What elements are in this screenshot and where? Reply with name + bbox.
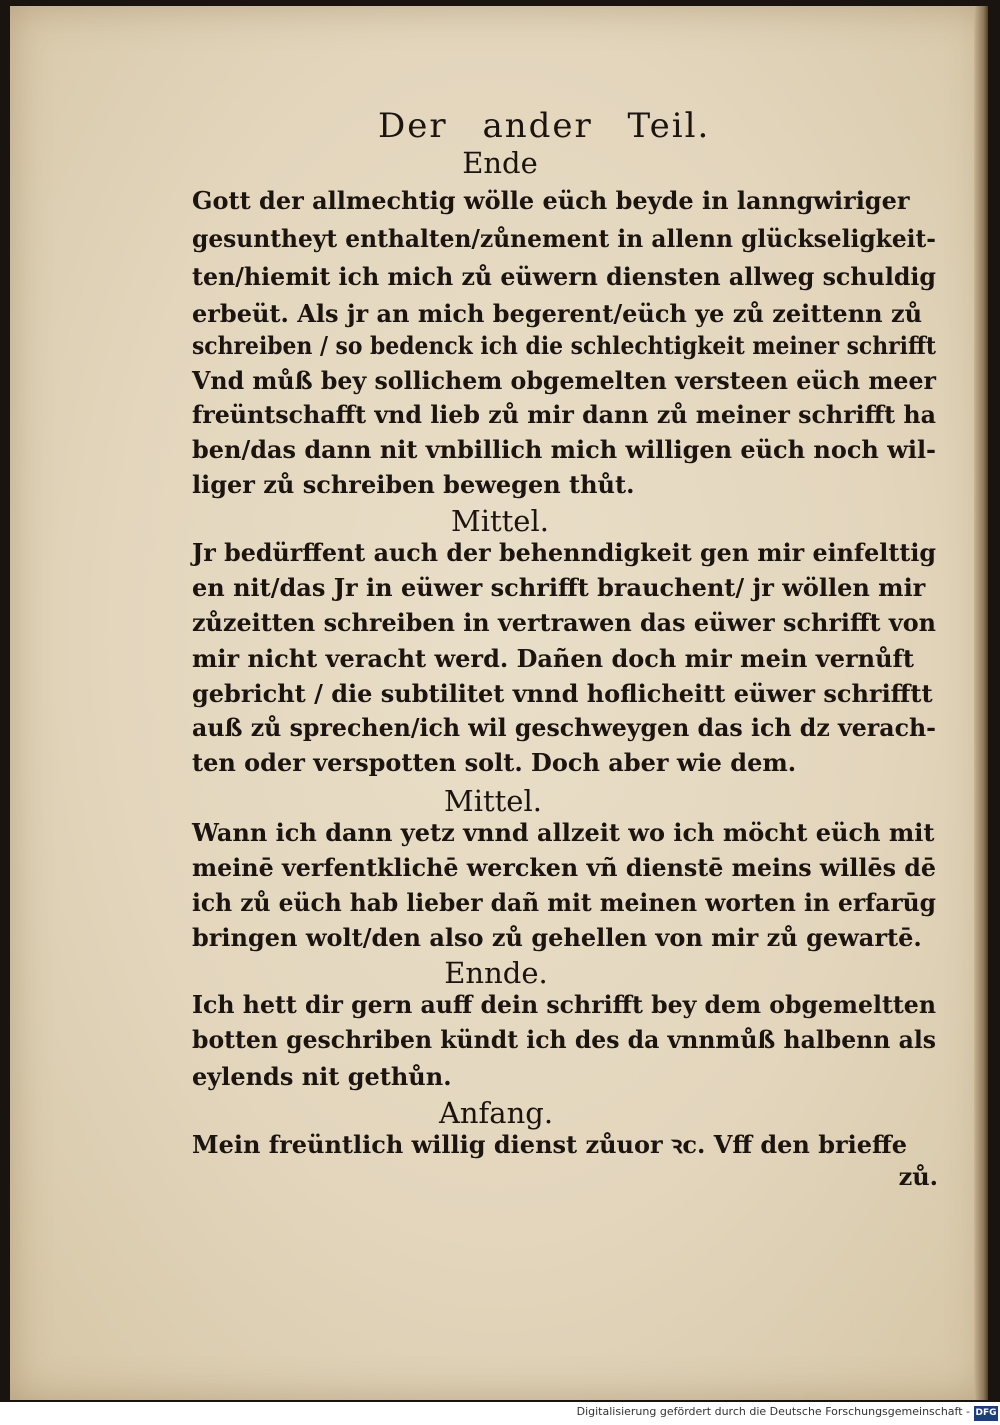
- text-line: zůzeitten schreiben in vertrawen das eüwer schrifft von: [192, 608, 936, 637]
- section-heading-ende: Ende: [462, 146, 538, 180]
- text-line: ich zů eüch hab lieber dañ mit meinen worten in erfarūg: [192, 888, 936, 917]
- section-heading-mittel-2: Mittel.: [444, 784, 542, 818]
- text-line: ten oder verspotten solt. Doch aber wie dem.: [192, 748, 797, 777]
- text-line: meinē verfentklichē wercken vñ dienstē meins willēs dē: [192, 853, 936, 882]
- text-line: botten geschriben kündt ich des da vnnmůß halbenn als: [192, 1025, 936, 1054]
- section-heading-anfang: Anfang.: [438, 1096, 554, 1130]
- text-line: erbeüt. Als jr an mich begerent/eüch ye zů zeittenn zů: [192, 299, 923, 328]
- text-line: Vnd můß bey sollichem obgemelten versteen eüch meer: [192, 366, 936, 395]
- text-line: Ich hett dir gern auff dein schrifft bey dem obgemeltten: [192, 990, 936, 1019]
- text-line: eylends nit gethůn.: [192, 1062, 452, 1091]
- text-line: liger zů schreiben bewegen thůt.: [192, 470, 635, 499]
- running-head: Der ander Teil.: [378, 106, 711, 146]
- section-heading-ennde: Ennde.: [444, 956, 548, 990]
- text-line: en nit/das Jr in eüwer schrifft brauchent/ jr wöllen mir: [192, 573, 926, 602]
- text-line: auß zů sprechen/ich wil geschweygen das ich dz verach-: [192, 713, 936, 742]
- text-line: freüntschafft vnd lieb zů mir dann zů meiner schrifft ha: [192, 400, 936, 429]
- text-line: Mein freüntlich willig dienst zůuor ꝛc. Vff den brieffe: [192, 1130, 908, 1159]
- section-heading-mittel-1: Mittel.: [451, 504, 549, 538]
- dfg-logo-icon: DFG: [974, 1406, 998, 1421]
- text-line: bringen wolt/den also zů gehellen von mir zů gewartē.: [192, 923, 922, 952]
- page-gutter: [974, 6, 988, 1400]
- text-line: Jr bedürffent auch der behenndigkeit gen mir einfelttig: [192, 538, 936, 567]
- text-line: ben/das dann nit vnbillich mich willigen eüch noch wil-: [192, 435, 936, 464]
- text-line: gesuntheyt enthalten/zůnement in allenn glückseligkeit-: [192, 224, 936, 253]
- text-line: Gott der allmechtig wölle eüch beyde in lanngwiriger: [192, 186, 910, 215]
- text-line: gebricht / die subtilitet vnnd hoflicheitt eüwer schrifftt: [192, 679, 933, 708]
- text-line: ten/hiemit ich mich zů eüwern diensten allweg schuldig: [192, 262, 936, 291]
- text-line: mir nicht veracht werd. Dañen doch mir mein vernůft: [192, 644, 914, 673]
- footer-bar: [0, 1403, 1000, 1425]
- text-line: Wann ich dann yetz vnnd allzeit wo ich möcht eüch mit: [192, 818, 935, 847]
- catchword: zů.: [898, 1162, 938, 1191]
- footer-credit: Digitalisierung gefördert durch die Deutsche Forschungsgemeinschaft -: [576, 1405, 970, 1418]
- text-line: schreiben / so bedenck ich die schlechtigkeit meiner schrifft: [192, 331, 936, 360]
